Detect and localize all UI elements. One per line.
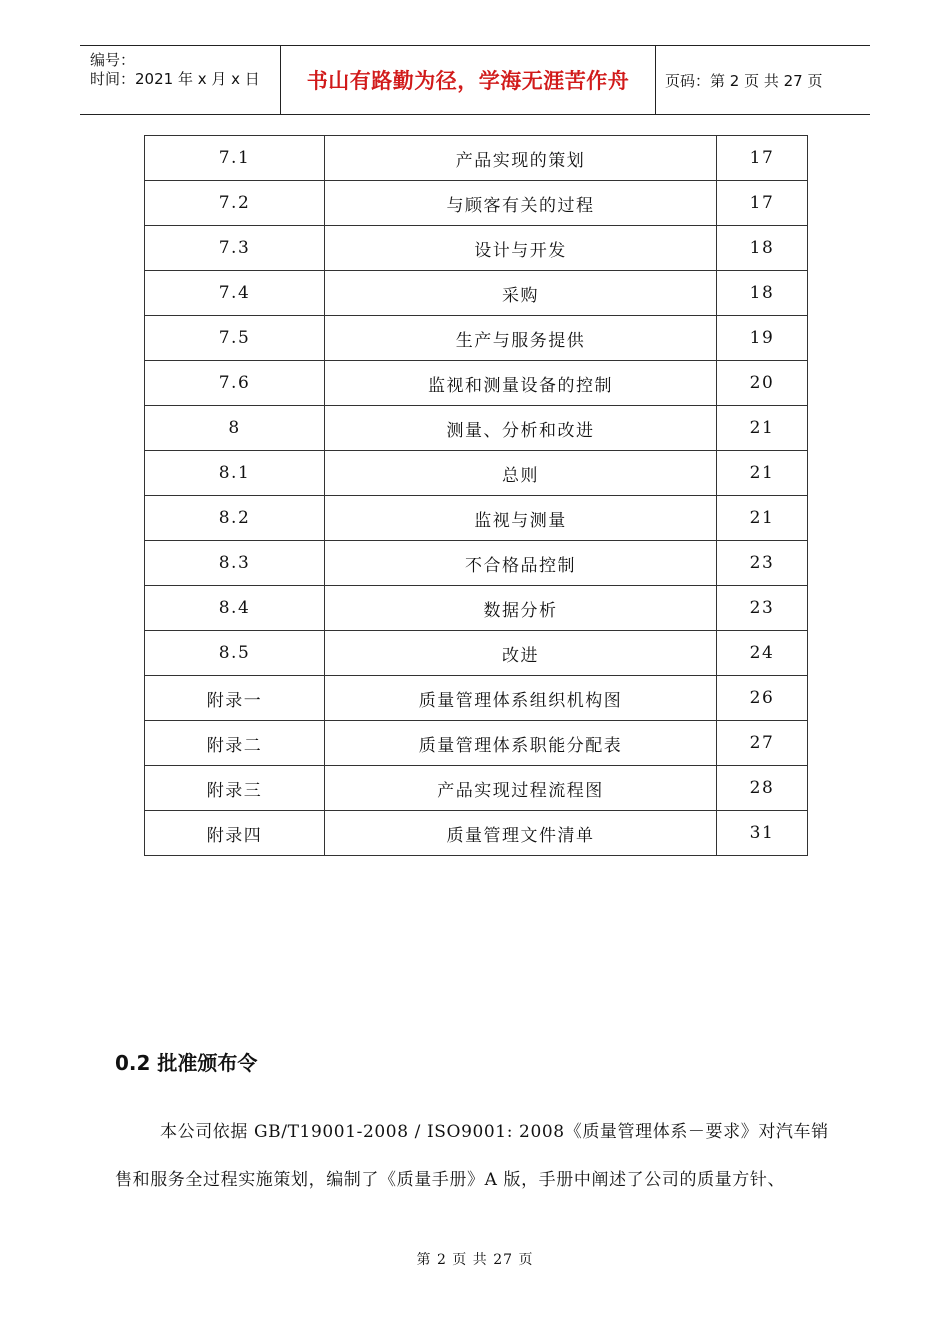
toc-page: 26 [717,676,808,721]
toc-row [145,541,808,586]
toc-title: 生产与服务提供 [325,316,717,361]
toc-title: 产品实现过程流程图 [325,766,717,811]
toc-page: 21 [717,451,808,496]
toc-body [145,136,808,856]
toc-number: 8 [145,406,325,451]
toc-number: 附录二 [145,721,325,766]
toc-number: 8.3 [145,541,325,586]
toc-number: 7.3 [145,226,325,271]
section-heading: 0.2 批准颁布令 [115,1051,258,1075]
toc-title: 监视和测量设备的控制 [325,361,717,406]
toc-page: 24 [717,631,808,676]
toc-row [145,361,808,406]
toc-number: 8.5 [145,631,325,676]
toc-page: 20 [717,361,808,406]
toc-title: 不合格品控制 [325,541,717,586]
toc-title: 数据分析 [325,586,717,631]
toc-number: 8.4 [145,586,325,631]
toc-row [145,181,808,226]
page-header [80,45,870,115]
toc-row [145,136,808,181]
toc-number: 附录三 [145,766,325,811]
toc-row [145,271,808,316]
toc-number: 8.2 [145,496,325,541]
toc-page: 19 [717,316,808,361]
toc-page: 27 [717,721,808,766]
toc-title: 质量管理文件清单 [325,811,717,856]
header-time-label: 时间：2021 年 x 月 x 日 [90,70,260,88]
header-motto-cell [280,46,656,114]
toc-row [145,406,808,451]
toc-row [145,226,808,271]
toc-number: 8.1 [145,451,325,496]
toc-title: 设计与开发 [325,226,717,271]
toc-title: 改进 [325,631,717,676]
page-footer: 第 2 页 共 27 页 [416,1252,534,1268]
toc-number: 7.5 [145,316,325,361]
toc-page: 17 [717,136,808,181]
toc-page: 23 [717,586,808,631]
toc-number: 7.1 [145,136,325,181]
toc-number: 7.6 [145,361,325,406]
toc-page: 21 [717,406,808,451]
toc-title: 测量、分析和改进 [325,406,717,451]
toc-page: 18 [717,226,808,271]
toc-title: 与顾客有关的过程 [325,181,717,226]
toc-number: 附录四 [145,811,325,856]
header-page-cell [655,46,870,114]
toc-number: 7.4 [145,271,325,316]
toc-page: 21 [717,496,808,541]
toc-row [145,676,808,721]
section-paragraph: 本公司依据 GB/T19001-2008 / ISO9001: 2008《质量管理体系－要求》对汽车销售和服务全过程实施策划，编制了《质量手册》A 版，手册中阐述了公司的质量方针、 [115,1122,829,1190]
header-number-label: 编号： [90,51,136,69]
toc-row [145,316,808,361]
header-info-cell [80,46,280,114]
toc-page: 28 [717,766,808,811]
toc-page: 17 [717,181,808,226]
toc-row [145,721,808,766]
header-motto: 书山有路勤为径，学海无涯苦作舟 [306,69,630,93]
toc-title: 产品实现的策划 [325,136,717,181]
toc-number: 7.2 [145,181,325,226]
toc-row [145,586,808,631]
toc-title: 总则 [325,451,717,496]
toc-page: 18 [717,271,808,316]
toc-title: 质量管理体系职能分配表 [325,721,717,766]
toc-row [145,631,808,676]
toc-title: 质量管理体系组织机构图 [325,676,717,721]
toc-title: 监视与测量 [325,496,717,541]
toc-page: 31 [717,811,808,856]
header-page-label: 页码：第 2 页 共 27 页 [665,71,823,90]
toc-number: 附录一 [145,676,325,721]
toc-title: 采购 [325,271,717,316]
toc-row [145,496,808,541]
toc-row [145,766,808,811]
toc-row [145,451,808,496]
toc-row [145,811,808,856]
toc-page: 23 [717,541,808,586]
toc-table [144,135,808,856]
